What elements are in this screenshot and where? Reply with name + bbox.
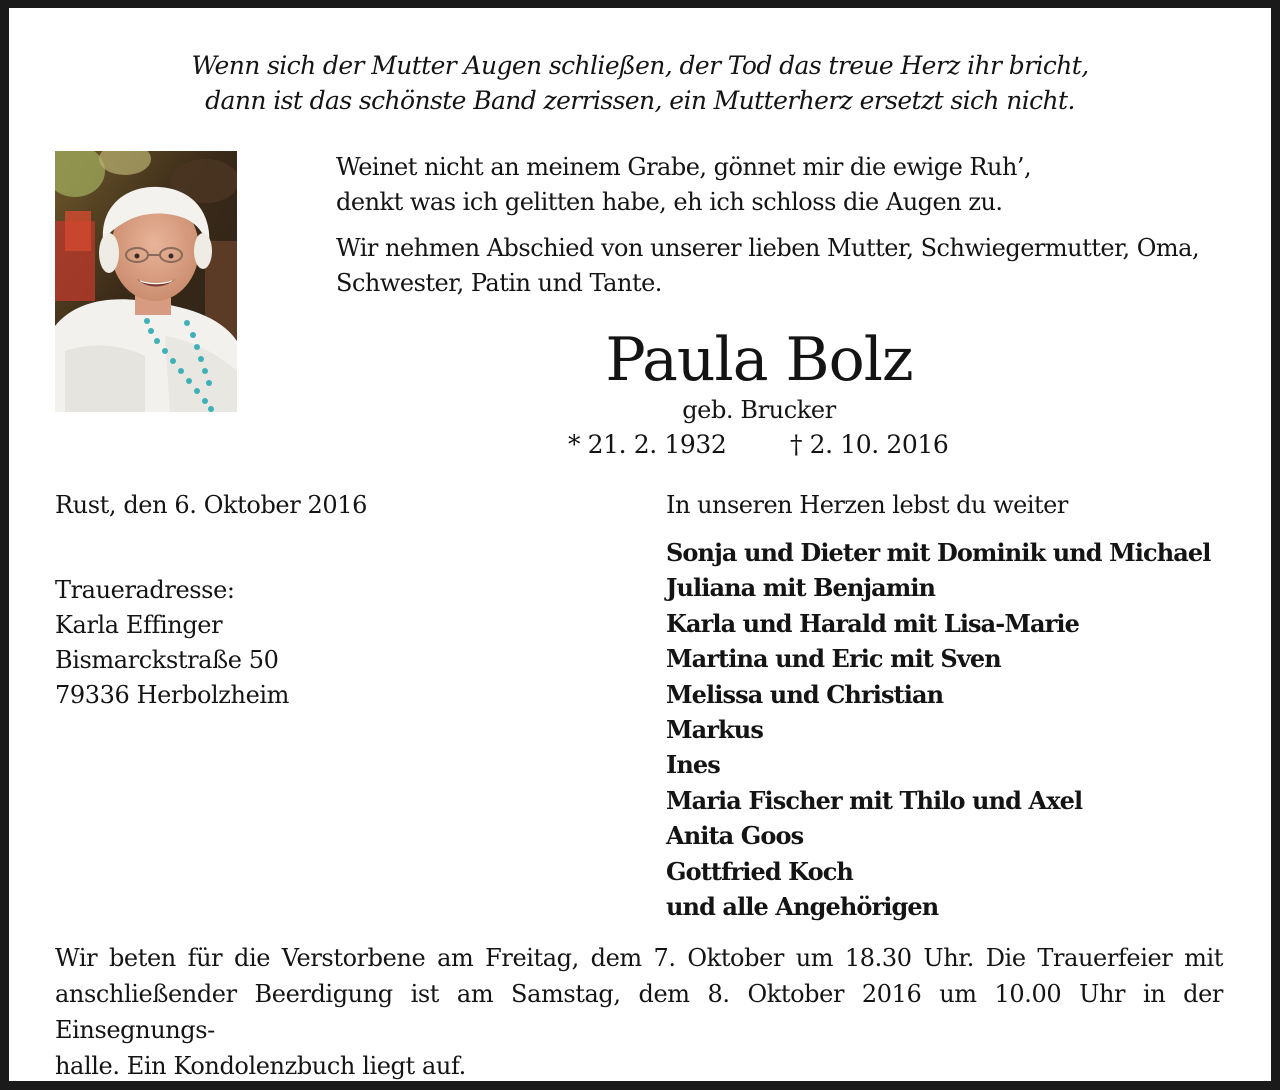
top-poem-line: Wenn sich der Mutter Augen schließen, der Tod das treue Herz ihr bricht, [191, 51, 1089, 80]
verse-line: denkt was ich gelitten habe, eh ich schloss die Augen zu. [336, 188, 1003, 216]
mourner-entry: und alle Angehörigen [666, 892, 939, 922]
address-name: Karla Effinger [55, 611, 223, 639]
service-announcement [55, 940, 1223, 1084]
mourner-entry: Ines [666, 750, 720, 780]
service-line: halle. Ein Kondolenzbuch liegt auf. [55, 1052, 466, 1080]
farewell-text [336, 231, 1199, 301]
birth-date: * 21. 2. 1932 [568, 430, 727, 459]
service-line: Wir beten für die Verstorbene am Freitag, dem 7. Oktober um 18.30 Uhr. Die Trauerfeier mit [55, 944, 1223, 972]
place-and-date: Rust, den 6. Oktober 2016 [55, 491, 367, 519]
mourner-entry: Martina und Eric mit Sven [666, 644, 1001, 674]
mourner-entry: Maria Fischer mit Thilo und Axel [666, 785, 1083, 815]
mourner-entry: Markus [666, 715, 763, 745]
farewell-line: Schwester, Patin und Tante. [336, 269, 662, 297]
mourner-entry: Juliana mit Benjamin [666, 573, 936, 603]
deceased-portrait-photo [55, 151, 237, 412]
mourning-address [55, 573, 289, 713]
mourner-entry: Karla und Harald mit Lisa-Marie [666, 608, 1080, 638]
verse [336, 150, 1031, 220]
address-label: Traueradresse: [55, 576, 235, 604]
death-date: † 2. 10. 2016 [790, 430, 949, 459]
verse-line: Weinet nicht an meinem Grabe, gönnet mir die ewige Ruh’, [336, 153, 1032, 181]
maiden-name: geb. Brucker [682, 396, 836, 424]
mourner-entry: Sonja und Dieter mit Dominik und Michael [666, 538, 1211, 567]
deceased-name: Paula Bolz [605, 325, 913, 395]
mourner-entry: Melissa und Christian [666, 679, 944, 709]
in-our-hearts-line: In unseren Herzen lebst du weiter [666, 491, 1068, 519]
address-street: Bismarckstraße 50 [55, 646, 279, 674]
service-line: anschließender Beerdigung ist am Samstag, dem 8. Oktober 2016 um 10.00 Uhr in der Einsegnungs- [55, 980, 1223, 1044]
farewell-line: Wir nehmen Abschied von unserer lieben Mutter, Schwiegermutter, Oma, [336, 234, 1200, 262]
mourner-entry: Gottfried Koch [666, 856, 853, 886]
address-city: 79336 Herbolzheim [55, 681, 290, 709]
mourner-entry: Anita Goos [666, 821, 804, 851]
top-poem [9, 48, 1271, 118]
top-poem-line: dann ist das schönste Band zerrissen, ein Mutterherz ersetzt sich nicht. [205, 86, 1075, 115]
mourners-list [666, 535, 1211, 924]
